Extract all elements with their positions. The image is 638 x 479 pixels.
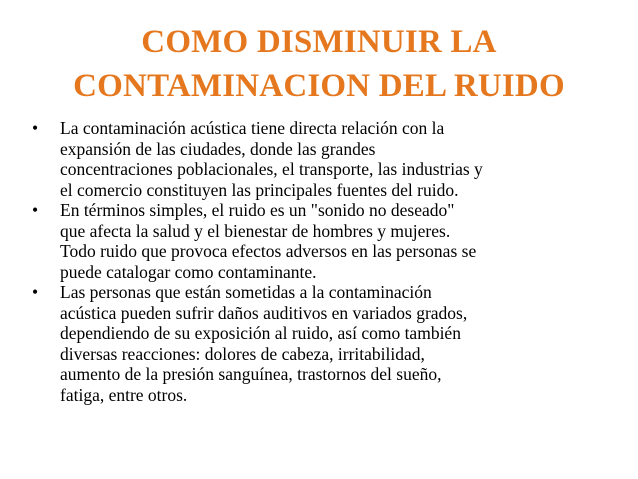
bullet-text <box>60 282 612 405</box>
bullet-line: puede catalogar como contaminante. <box>60 261 317 282</box>
bullet-line: Las personas que están sometidas a la contaminación <box>60 282 432 302</box>
bullet-line: aumento de la presión sanguínea, trastornos del sueño, <box>60 364 442 384</box>
bullet-icon: • <box>32 200 39 220</box>
bullet-text <box>60 118 612 200</box>
bullet-item <box>32 118 612 200</box>
slide-title <box>20 20 618 108</box>
bullet-line: acústica pueden sufrir daños auditivos en variados grados, <box>60 302 468 323</box>
bullet-line: concentraciones poblacionales, el transporte, las industrias y <box>60 159 483 179</box>
bullet-line: La contaminación acústica tiene directa relación con la <box>60 118 445 138</box>
bullet-item <box>32 282 612 405</box>
slide-title-line-2: CONTAMINACION DEL RUIDO <box>73 68 565 104</box>
bullet-line: que afecta la salud y el bienestar de hombres y mujeres. <box>60 220 451 241</box>
bullet-line: el comercio constituyen las principales fuentes del ruido. <box>60 179 459 200</box>
slide-title-line-1: COMO DISMINUIR LA <box>141 24 497 60</box>
bullet-item <box>32 200 612 282</box>
bullet-line: dependiendo de su exposición al ruido, así como también <box>60 323 461 343</box>
bullet-line: diversas reacciones: dolores de cabeza, irritabilidad, <box>60 343 425 364</box>
bullet-line: Todo ruido que provoca efectos adversos en las personas se <box>60 241 477 261</box>
bullet-line: expansión de las ciudades, donde las grandes <box>60 138 376 159</box>
bullet-line: En términos simples, el ruido es un "sonido no deseado" <box>60 200 455 220</box>
bullet-text <box>60 200 612 282</box>
bullet-line: fatiga, entre otros. <box>60 384 188 405</box>
bullet-icon: • <box>32 118 39 138</box>
bullet-icon: • <box>32 282 39 302</box>
bullet-list <box>32 118 612 405</box>
